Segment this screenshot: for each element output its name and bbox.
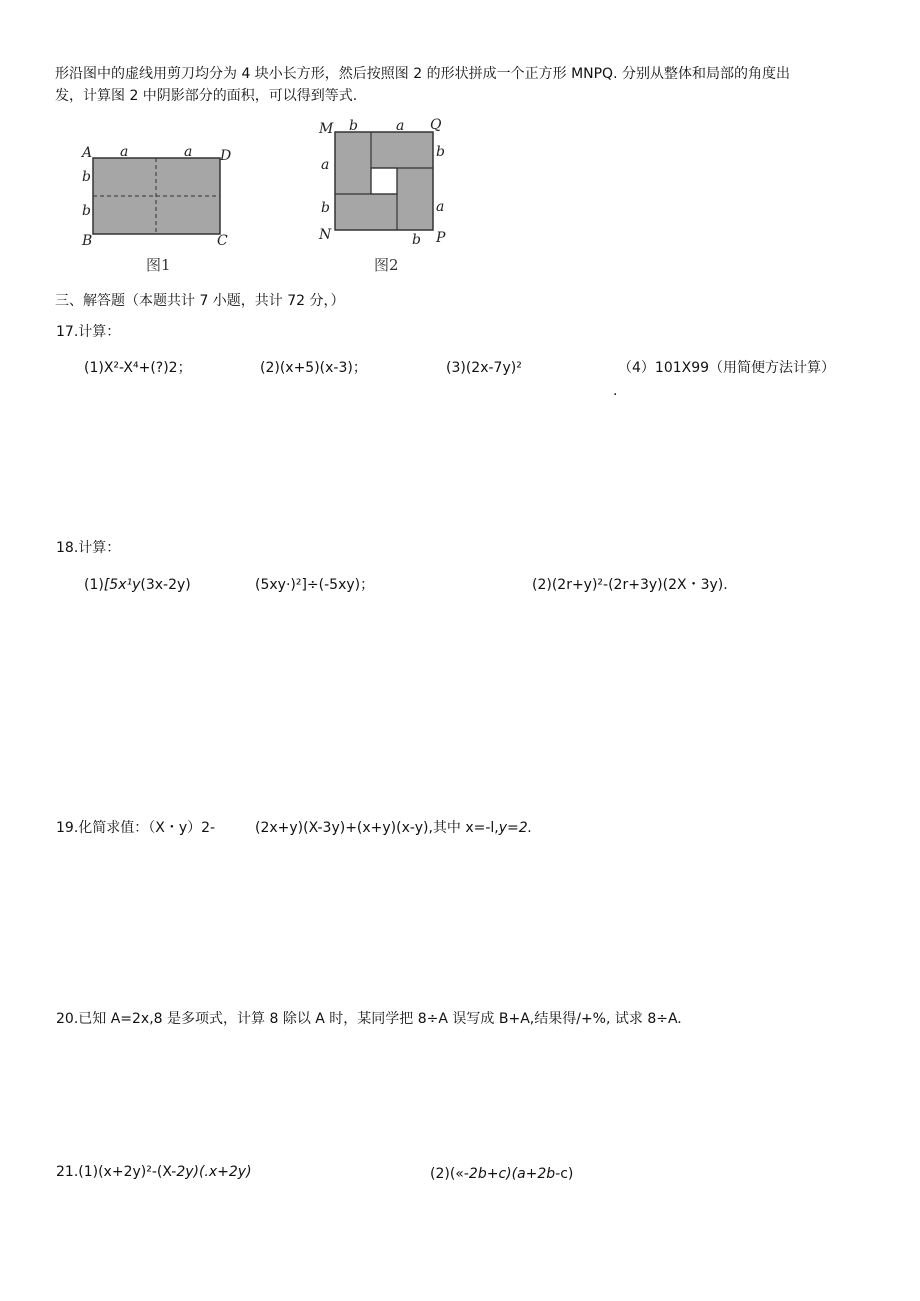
q17-title: 17.计算： <box>56 324 121 340</box>
label-b-right: b <box>436 144 445 160</box>
label-B: B <box>82 233 93 249</box>
q17-dot: . <box>613 383 618 399</box>
label-a-left: a <box>321 157 330 173</box>
label-C: C <box>217 233 228 249</box>
intro-line-2: 发，计算图 2 中阴影部分的面积，可以得到等式. <box>55 88 358 104</box>
label-M: M <box>319 121 334 137</box>
label-Q: Q <box>430 117 442 133</box>
figure-2 <box>312 116 462 276</box>
label-A: A <box>82 145 93 161</box>
q17-part-4: （4）101X99（用简便方法计算） <box>618 360 836 376</box>
q18-title: 18.计算： <box>56 540 121 556</box>
label-b-left: b <box>321 200 330 216</box>
label-b-bottom: b <box>412 232 421 248</box>
figure-1 <box>76 140 246 280</box>
label-a-right: a <box>184 144 193 160</box>
q19-y-value: y=2. <box>498 820 533 836</box>
q21-part-1-b: 2y)(.x+2y) <box>176 1164 252 1180</box>
label-a-left: a <box>120 144 129 160</box>
label-a-top: a <box>396 118 405 134</box>
q18-part-1-prefix: (1) <box>84 577 104 593</box>
q21-part-2 <box>430 1164 573 1184</box>
label-a-right: a <box>436 199 445 215</box>
section-title: 三、解答题（本题共计 7 小题，共计 72 分，） <box>55 293 345 309</box>
q17-part-3: (3)(2x-7y)² <box>446 360 522 376</box>
q17-part-2: (2)(x+5)(x-3)； <box>260 360 367 376</box>
figure-2-caption: 图2 <box>374 256 399 274</box>
figure-2-inner-square <box>371 168 397 194</box>
label-b-top: b <box>349 118 358 134</box>
q18-part-2: (2)(2r+y)²-(2r+3y)(2X・3y). <box>532 577 728 593</box>
label-b-upper: b <box>82 169 91 185</box>
label-b-lower: b <box>82 203 91 219</box>
q21-part-1 <box>56 1162 252 1182</box>
q19-text-b <box>255 818 532 838</box>
figure-1-caption: 图1 <box>146 256 171 274</box>
q20-text: 20.已知 A=2x,8 是多项式，计算 8 除以 A 时，某同学把 8÷A 误写成 B+A,结果得/+%, 试求 8÷A. <box>56 1011 682 1027</box>
q21-part-2-a: (2)(«- <box>430 1166 469 1182</box>
q18-part-1-factor: (3x-2y) <box>140 577 191 593</box>
q21-part-1-a: 21.(1)(x+2y)²-(X- <box>56 1164 177 1180</box>
q21-part-2-c: c) <box>560 1166 574 1182</box>
q18-part-1-italic: [5x¹y <box>103 577 141 593</box>
q18-part-1-continued: (5xy·)²]÷(-5xy)； <box>255 577 375 593</box>
label-P: P <box>436 230 446 246</box>
q18-part-1 <box>84 575 191 595</box>
label-N: N <box>319 227 332 243</box>
q19-text-a: 19.化简求值：（X・y）2- <box>56 820 216 836</box>
q21-part-2-b: 2b+c)(a+2b- <box>468 1166 561 1182</box>
label-D: D <box>220 148 232 164</box>
intro-line-1: 形沿图中的虚线用剪刀均分为 4 块小长方形，然后按照图 2 的形状拼成一个正方形 MNPQ. 分别从整体和局部的角度出 <box>55 66 790 82</box>
q17-part-1: (1)X²-X⁴+(?)2； <box>84 360 192 376</box>
q19-expression: (2x+y)(X-3y)+(x+y)(x-y),其中 x=-l, <box>255 820 499 836</box>
